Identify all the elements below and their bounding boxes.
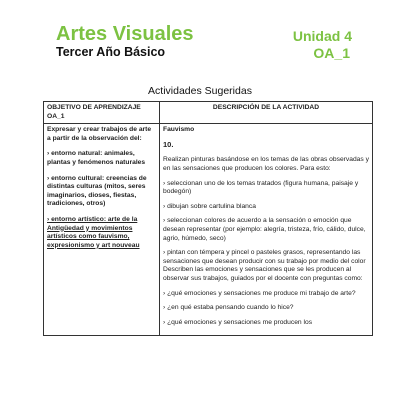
unit-label: Unidad 4 [292, 28, 352, 44]
activity-step: › seleccionan uno de los temas tratados (figura humana, paisaje y bodegón) [163, 179, 359, 196]
objective-intro: Expresar y crear trabajos de arte a partir de la observación del: [47, 126, 152, 142]
activity-question: › ¿qué emociones y sensaciones me producen los [163, 318, 313, 326]
description-cell [160, 124, 373, 336]
activity-question: › ¿en qué estaba pensando cuando lo hice? [163, 304, 294, 312]
activity-paragraph: Realizan pinturas basándose en los temas de las obras observadas y en las sensaciones que producen los colores. Para esto: [163, 156, 369, 172]
activity-step: › seleccionan colores de acuerdo a la sensación o emoción que desean representar (por ejemplo: alegría, tristeza, frío, cálido, dulce, agrio, húmedo, seco) [163, 217, 366, 242]
document-title: Artes Visuales [56, 23, 194, 45]
activity-step: › dibujan sobre cartulina blanca [163, 202, 256, 210]
activity-number: 10. [163, 139, 174, 149]
activity-question: › ¿qué emociones y sensaciones me produce mi trabajo de arte? [163, 289, 356, 297]
objective-column-header: OBJETIVO DE APRENDIZAJE OA_1 [44, 102, 160, 124]
objective-cell [44, 124, 160, 336]
activities-table [43, 101, 373, 336]
description-column-header: DESCRIPCIÓN DE LA ACTIVIDAD [160, 102, 373, 124]
table-header-row [44, 102, 373, 124]
objective-item-natural: › entorno natural: animales, plantas y fenómenos naturales [47, 150, 146, 166]
section-title: Actividades Sugeridas [148, 85, 252, 97]
table-row [44, 124, 373, 336]
activity-step: › pintan con témpera y pincel o pasteles grasos, representando las sensaciones que desean producir con su trabajo por medio del color Describen las emociones y sensaciones que se les producen al observar sus trabajos, guiados por el docente con preguntas como: [163, 249, 366, 282]
oa-label: OA_1 [313, 45, 350, 61]
activity-title: Fauvismo [163, 126, 195, 134]
document-subtitle: Tercer Año Básico [56, 45, 166, 59]
objective-item-cultural: › entorno cultural: creencias de distintas culturas (mitos, seres imaginarios, dioses, fiestas, tradiciones, otros) [47, 174, 147, 208]
objective-item-artistic: › entorno artístico: arte de la Antigüedad y movimientos artísticos como fauvismo, expresionismo y art nouveau [47, 215, 140, 249]
